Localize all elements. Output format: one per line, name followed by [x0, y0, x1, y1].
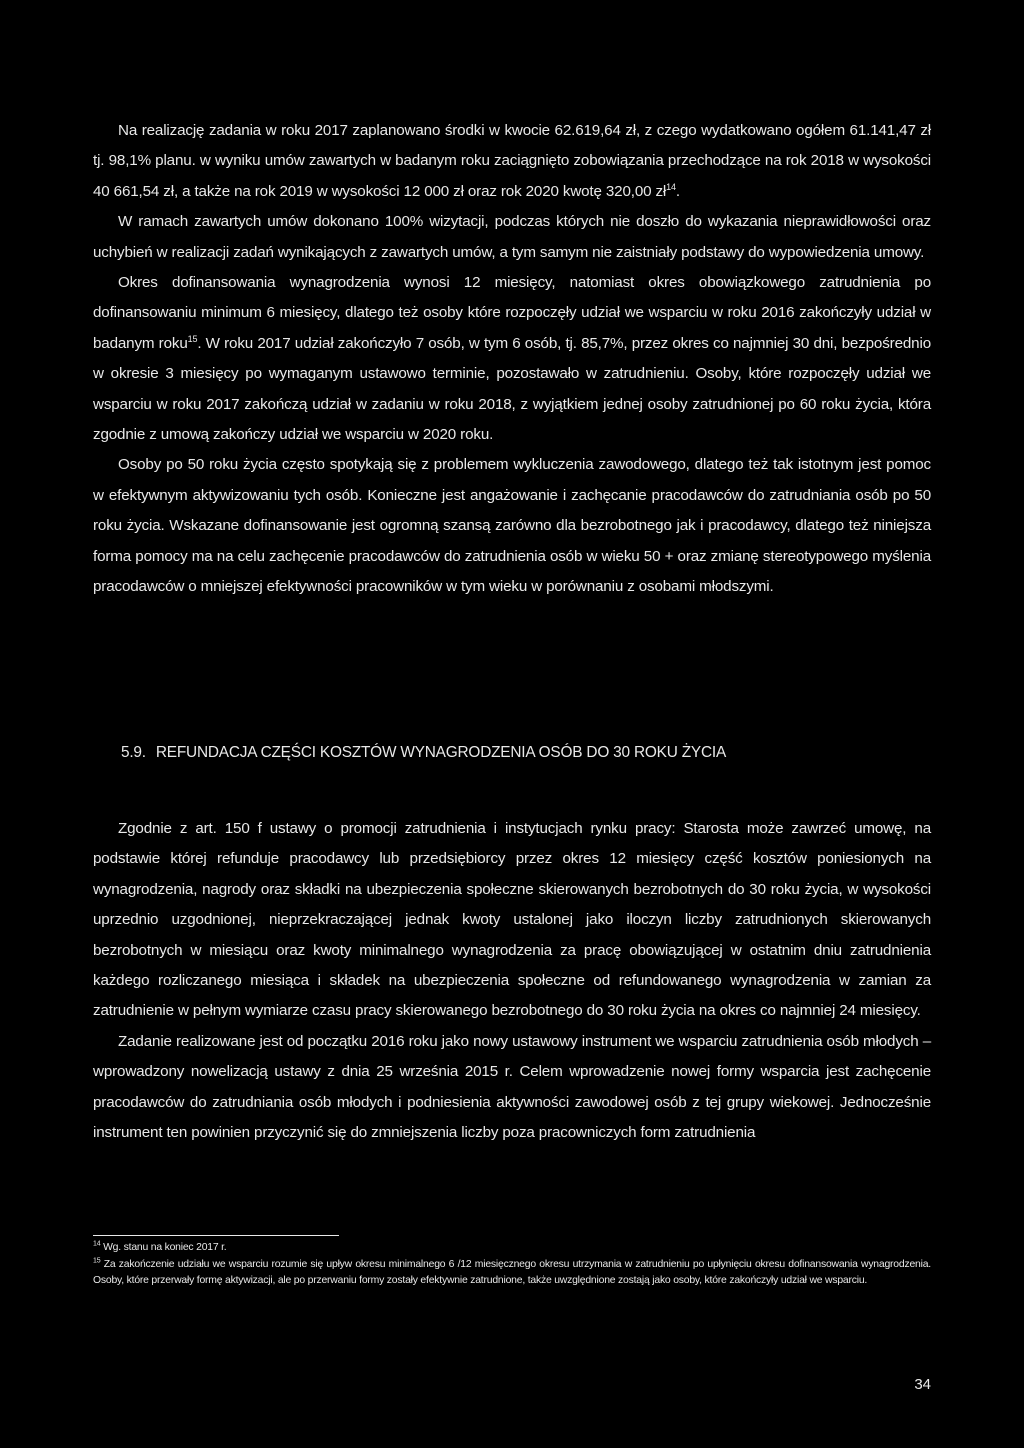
paragraph-funding-period [93, 268, 931, 450]
footnote-divider [93, 1235, 339, 1236]
paragraph-text-tail: . [675, 182, 680, 200]
footnote-ref-14[interactable]: 14 [666, 181, 676, 192]
footnote-number: 15 [93, 1257, 101, 1265]
paragraph-over-50: Osoby po 50 roku życia często spotykają się z problemem wykluczenia zawodowego, dlatego też tak istotnym jest pomoc w efektywnym aktywizowaniu tych osób. Konieczne jest angażowanie i zachęcanie pracodawców do zatrudniania osób po 50 roku życia. Wskazane dofinansowanie jest ogromną szansą zarówno dla bezrobotnego jak i pracodawcy, dlatego też niniejsza forma pomocy ma na celu zachęcenie pracodawców do zatrudnienia osób w wieku 50 + oraz zmianę stereotypowego myślenia pracodawców o mniejszej efektywności pracowników w tym wieku w porównaniu z osobami młodszymi. [93, 456, 931, 596]
section-heading [121, 744, 726, 762]
paragraph-budget [93, 116, 931, 207]
footnote-text: Za zakończenie udziału we wsparciu rozumie się upływ okresu minimalnego 6 /12 miesięcznego okresu utrzymania w zatrudnieniu po upłynięciu okresu dofinansowania wynagrodzenia. Osoby, które przerwały formę aktywizacji, ale po przerwaniu formy zostały efektywnie zatrudnione, także uwzględnione zostają jako osoby, które zakończyły udział we wsparciu. [93, 1258, 931, 1286]
paragraph-inspections: W ramach zawartych umów dokonano 100% wizytacji, podczas których nie doszło do wykazania nieprawidłowości oraz uchybień w realizacji zadań wynikających z zawartych umów, a tym samym nie zaistniały podstawy do wypowiedzenia umowy. [93, 213, 931, 261]
footnote-14 [93, 1240, 931, 1257]
paragraph-task-since-2016: Zadanie realizowane jest od początku 2016 roku jako nowy ustawowy instrument we wsparciu zatrudnienia osób młodych – wprowadzony nowelizacją ustawy z dnia 25 września 2015 r. Celem wprowadzenie nowej formy wsparcia jest zachęcenie pracodawców do zatrudniania osób młodych i podniesienia aktywności zawodowej osób z tej grupy wiekowej. Jednocześnie instrument ten powinien przyczynić się do zmniejszenia liczby poza pracowniczych form zatrudnienia [93, 1032, 931, 1142]
section-number: 5.9. [121, 744, 146, 761]
page-number: 34 [914, 1376, 931, 1393]
footnotes [93, 1240, 931, 1290]
section-title: REFUNDACJA CZĘŚCI KOSZTÓW WYNAGRODZENIA OSÓB DO 30 ROKU ŻYCIA [155, 744, 727, 761]
paragraph-text: Na realizację zadania w roku 2017 zaplanowano środki w kwocie 62.619,64 zł, z czego wydatkowano ogółem 61.141,47 zł tj. 98,1% planu. w wyniku umów zawartych w badanym roku zaciągnięto zobowiązania przechodzące na rok 2018 w wysokości 40 661,54 zł, a także na rok 2019 w wysokości 12 000 zł oraz rok 2020 kwotę 320,00 zł [93, 122, 931, 200]
footnote-text: Wg. stanu na koniec 2017 r. [103, 1242, 227, 1253]
paragraph-text: Okres dofinansowania wynagrodzenia wynosi 12 miesięcy, natomiast okres obowiązkowego zatrudnienia po dofinansowaniu minimum 6 miesięcy, dlatego też osoby które rozpoczęły udział we wsparciu w roku 2016 zakończyły udział w badanym roku [93, 274, 931, 352]
footnote-ref-15[interactable]: 15 [187, 333, 198, 344]
footnote-number: 14 [93, 1240, 101, 1248]
body-text-lower [93, 814, 931, 1148]
paragraph-art-150f: Zgodnie z art. 150 f ustawy o promocji zatrudnienia i instytucjach rynku pracy: Starosta może zawrzeć umowę, na podstawie której refunduje pracodawcy lub przedsiębiorcy przez okres 12 miesięcy część kosztów poniesionych na wynagrodzenia, nagrody oraz składki na ubezpieczenia społeczne skierowanych bezrobotnych do 30 roku życia, w wysokości uprzednio uzgodnionej, nieprzekraczającej jednak kwoty ustalonej jako iloczyn liczby zatrudnionych skierowanych bezrobotnych w miesiącu oraz kwoty minimalnego wynagrodzenia za pracę obowiązującej w ostatnim dniu zatrudnienia każdego rozliczanego miesiąca i składek na ubezpieczenia społeczne od refundowanego wynagrodzenia w zamian za zatrudnienie w pełnym wymiarze czasu pracy skierowanego bezrobotnego do 30 roku życia na okres co najmniej 24 miesięcy. [93, 820, 931, 1020]
body-text-upper [93, 116, 931, 603]
footnote-15 [93, 1257, 931, 1290]
paragraph-text-tail: . W roku 2017 udział zakończyło 7 osób, w tym 6 osób, tj. 85,7%, przez okres co najmniej 30 dni, bezpośrednio w okresie 3 miesięcy po wymaganym ustawowo terminie, pozostawało w zatrudnieniu. Osoby, które rozpoczęły udział we wsparciu w roku 2017 zakończą udział w zadaniu w roku 2018, z wyjątkiem jednej osoby zatrudnionej po 60 roku życia, która zgodnie z umową zakończy udział we wsparciu w 2020 roku. [93, 334, 931, 444]
